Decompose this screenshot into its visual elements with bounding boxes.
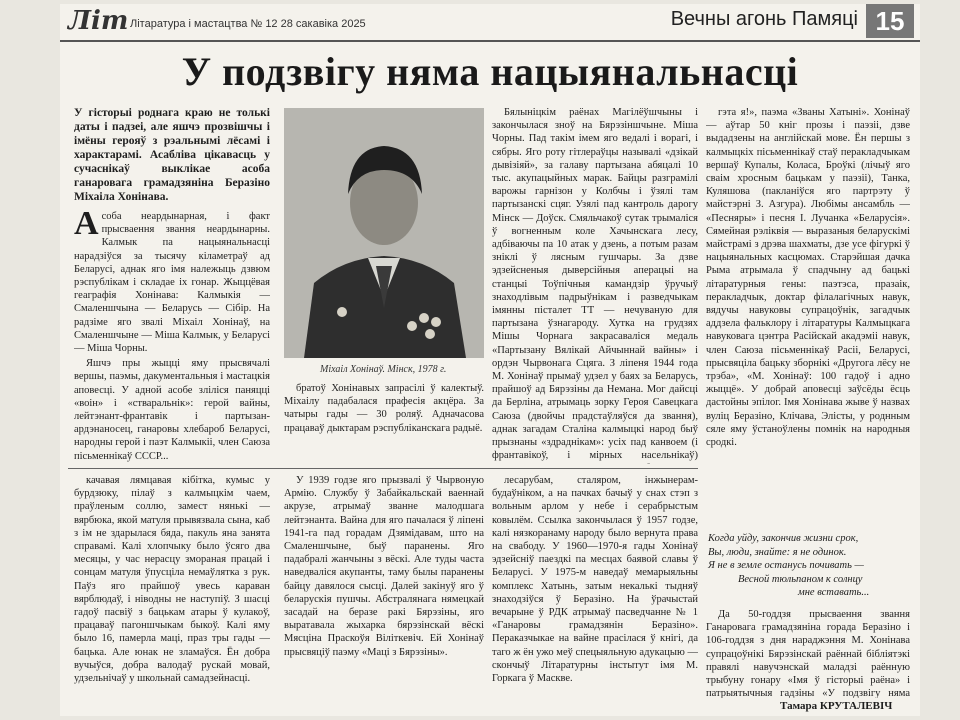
newspaper-page bbox=[60, 4, 920, 716]
paragraph: братоў Хонінавых запрасілі ў калектыў. Міхаілу падабалася прафесія акцёра. За чатыры гады — 30 роляў. Адначасова працаваў дыктарам рэспубліканскага радыё. bbox=[284, 383, 484, 434]
column-4-upper bbox=[706, 106, 910, 524]
drop-cap: А bbox=[74, 210, 99, 242]
poem-line: мне вставать... bbox=[798, 587, 870, 598]
paragraph: Бялыніцкім раёнах Магілёўшчыны і закончылася зноў на Бярэзіншчыне. Міша Чорны. Пад такім імем яго ведалі і ворагі, і сябры. Яго роту гітлераўцы называлі «дзікай дывізіяй», за галаву партызана абяцалі 10 тыс. акупацыйных марак. Байцы разграмілі варожы гарнізон у Колбчы і ўзялі там партызанскі сцяг. Узялі пад кантроль дарогу Мінск — Доўск. Смяльчакоў сутак трымаліся ў вогненным коле Хачынскага лесу, адбіваючы па 10 атак у дзень, а потым разам зніклі ў лясным гушчары. За дзве эдзейсненыя дыверсійныя аперацыі на станцыі Тоўпічныя камандзір ўручыў знаходлівым падрыўнікам і разведчыкам імянны пісталет ТТ — нечуваную для партызана ўзнагароду. Хутка на грудзях Мішы Чорнага закрасаваліся медаль «Партызану Вялікай Айчыннай вайны» і ордэн Чырвонага Сцяга. З ліпеня 1944 года М. Хонінаў прымаў удзел у баях за Беларусь, прайшоў ад Бярэзіны да Немана. Мог дайсці да Берліна, атрымаць зорку Героя Савецкага Саюза (двойчы прадстаўляўся да звання), аднак загадам Сталіна калмыцкі народ быў прызнаны «здраднікам»: усіх пад канвоем (і франтавікоў, і мірных насельнікаў) bbox=[492, 107, 698, 462]
column-1-upper bbox=[74, 210, 270, 462]
paragraph: У 1939 годзе яго прызвалі ў Чырвоную Армію. Службу ў Забайкальскай ваеннай акрузе, атрымаў званне малодшага лейтэнанта. Вайна для яго пачалася ў ліпені 1941-га пад горадам Дзямідавам, што на Смаленшчыне, быў паранены. Яго падабралі жанчыны з вёскі. Але туды часта наведваліся акупанты, таму былы паранены байцу давялося сысці. Далей закінуў яго ў беларускія пушчы. Абстралянага нямецкай засадай на беразе ракі Бярэзіны, яго выратавала жыхарка бярэзінскай вёскі Мясціна Праскоўя Віліткевіч. Ей Хонінаў прысвяціў паэму «Маці з Бярэзіны». bbox=[284, 475, 484, 658]
column-3-lower bbox=[492, 474, 698, 712]
page-header bbox=[60, 4, 920, 42]
publication-logo: Ліm bbox=[68, 6, 129, 36]
poem-line: Весной тюльпаном к солнцу bbox=[738, 573, 863, 585]
paragraph: Яшчэ пры жыцці яму прысвячалі вершы, паэмы, дакументальныя і мастацкія аповесці. У адной асобе зліліся паняцці «воін» і «стваральнік»: герой вайны, лейтэнант-франтавік і партызан-ардэнаносец, ганаровы хлебароб Беларусі, народны герой і паэт Калмыкіі, член Саюза пісьменнікаў СССР... bbox=[74, 358, 270, 462]
poem-line: Я не в земле останусь почивать — bbox=[708, 560, 864, 571]
paragraph: качавая лямцавая кібітка, кумыс у бурдзюку, пілаў з калмыцкім чаем, праўленым соллю, замест нянькі — вярбюка, якой матуля прывязвала сына, каб з ім не здарылася бяда, пакуль яна занята справамі. Калі хлопчыку было ўсяго два месяцы, у час нерасцу змораная працай і сонцам матуля ўпусціла немаўлятка з рук. Паўз яго прайшоў увесь караван вярблюдаў, і ніводны не наступіў. З шасці гадоў пасвіў з бацькам атары ў кулакоў, працаваў пагоншчыкам быкоў. Калі яму было 16, памерла маці, праз тры гады — бацька. Але юнак не зламаўся. Ён добра вучыўся, добра валодаў рускай мовай, удзельнічаў у школьнай самадзейнасці. bbox=[74, 475, 270, 685]
rubric-title: Вечны агонь Памяці bbox=[670, 8, 858, 30]
column-3-upper bbox=[492, 106, 698, 464]
article-lead: У гісторыі роднага краю не толькі даты і падзеі, але яшчэ прозвішчы і імёны герояў з рэальнымі лёсамі і характарамі. Асабліва цікавасць у сучаснікаў выклікае асоба ганаровага грамадзяніна Беразіно Міхаіла Хонінава. bbox=[74, 107, 270, 203]
poem-quote bbox=[708, 532, 908, 600]
poem-line: Вы, люди, знайте: я не одинок. bbox=[708, 546, 847, 558]
page-number: 15 bbox=[866, 4, 914, 38]
column-2-lower bbox=[284, 474, 484, 712]
issue-info: Літаратура і мастацтва № 12 28 сакавіка 2025 bbox=[130, 18, 366, 30]
author-signature: Тамара КРУТАЛЕВІЧ bbox=[780, 700, 893, 712]
column-1-lower bbox=[74, 474, 270, 712]
article-headline: У подзвігу няма нацыянальнасці bbox=[181, 49, 799, 94]
paragraph: соба неардынарная, і факт прысваення звання неардынарны. Калмык па нацыянальнасці нарадзіўся за тысячу кіламетраў ад Беларусі, аднак яго імя належыць дзвюм рэспублікам і складае іх гонар. Жыццёвая геаграфія Хонінава: Калмыкія — Смаленшчына — Беларусь — Сібір. На радзіме яго звалі Міхаіл Хонінаў, на Смаленшчыне — Міша Калмык, у Беларусі — Міша Чорны. bbox=[74, 211, 270, 355]
column-4-lower bbox=[706, 608, 910, 698]
column-2-upper bbox=[284, 382, 484, 464]
poem-line: Когда уйду, закончив жизни срок, bbox=[708, 533, 859, 544]
section-divider bbox=[68, 468, 698, 469]
paragraph: гэта я!», паэма «Званы Хатыні». Хонінаў — аўтар 50 кніг прозы і паэзіі, дзве выдадзены на англійскай мове. Ён першы з калмыцкіх пісьменнікаў стаў перакладчыкам вершаў Купалы, Коласа, Броўкі (лічыў яго сваім хросным бацькам у паэзіі), Танка, Куляшова (пакланіўся яго партрэту ў майстэрні З. Азгура). Любімы ансамбль — «Песняры» і песня І. Лучанка «Беларусія». Сямейная рэліквія — выразаныя беларускімі майстрамі з дрэва шахматы, дзе усе фігуркі ў нацыянальных касцюмах. Старэйшая дачка Рыма атрымала ў спадчыну ад бацькі літаратурныя гены: паэтэса, празаік, перакладчык, доктар філалагічных навук, вядучы навуковы супрацоўнік, загадчык аддзела фальклору і літаратуры Калмыцкага навуковага цэнтра Расійскай акадэміі навук, член Саюза пісьменнікаў Расіі, Беларусі, прысвяціла бацьку зборнікі «Другога лёсу не трэба», «М. Хонінаў: 100 гадоў і адно жыццё». У добрай аповесці заўсёды ёсць дастойны эпілог. Імя Хонінава жыве ў назвах вуліц Беразіно, Клічава, Элісты, у роднным сяле яму ўстаноўлены помнік на народныя сродкі. bbox=[706, 107, 910, 449]
paragraph: Да 50-годдзя прысваення звання Ганаровага грамадзяніна горада Беразіно і 106-годдзя з дня нараджэння М. Хонінава супрацоўнікі Бярэзінскай раённай бібліятэкі правялі навучэнскай маладзі раённую трыбуну гонару «Імя ў гісторыі раёна» і патрыятычныя гадзіны «У подзвігу няма bbox=[706, 609, 910, 698]
paragraph: лесарубам, сталяром, інжынерам-будаўніком, а на пачках бачыў у снах стэп з вольным арлом у небе і серабрыстым ковылём. Ссылка закончылася ў 1957 годзе, калі нязкоранаму народу было вернута права на свабоду. У 1960—1970-я гады Хонінаў эдзейсніў паездкі па месцах баявой славы ў Беларусі. У 1975-м наведаў мемарыяльны комплекс Хатынь, затым некалькі тыдняў знаходзіўся ў Беразіно. На ўрачыстай вечарыне ў РДК атрымаў пасведчанне № 1 «Ганаровы грамадзянін Беразіно». Пераказчыкае на вайне прасілася ў кнігі, да таго ж ён ужо меў спецыяльную адукацыю — скончыў Літаратурны інстытут імя М. Горкага ў Маскве. bbox=[492, 475, 698, 685]
photo-caption: Міхаіл Хонінаў. Мінск, 1978 г. bbox=[320, 364, 447, 375]
portrait-photo bbox=[284, 108, 484, 358]
